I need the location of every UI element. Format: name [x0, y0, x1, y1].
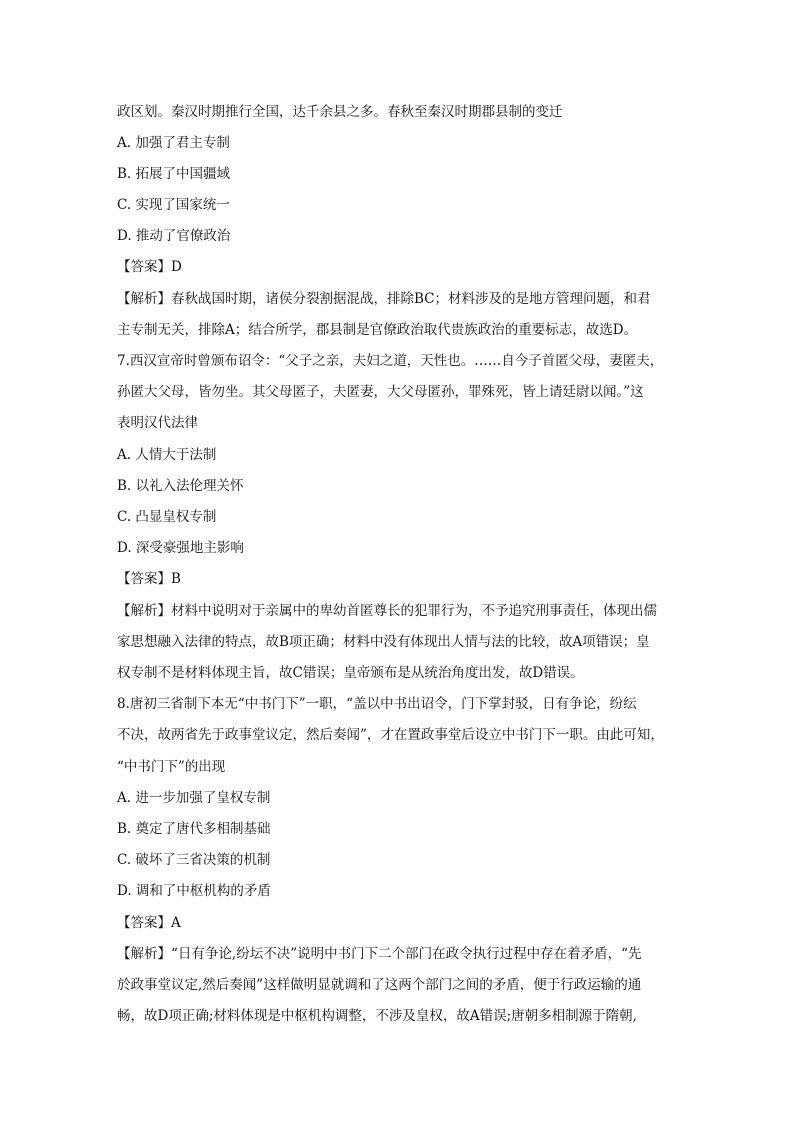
q7-analysis-line: 【解析】材料中说明对于亲属中的卑幼首匿尊长的犯罪行为，不予追究刑事责任，体现出儒: [117, 603, 657, 619]
q6-analysis-line: 【解析】春秋战国时期，诸侯分裂割据混战，排除BC；材料涉及的是地方管理问题，和君: [117, 291, 651, 307]
q8-analysis-line: 【解析】“日有争论,纷坛不决”说明中书门下二个部门在政令执行过程中存在着矛盾，“先: [117, 946, 642, 962]
q7-option-d: D. 深受豪强地主影响: [117, 540, 244, 556]
q8-option-d: D. 调和了中枢机构的矛盾: [117, 883, 271, 899]
q7-stem-line: 7.西汉宣帝时曾颁布诏令：“父子之亲，夫妇之道，天性也。……自今子首匿父母，妻匿夫，: [117, 353, 664, 369]
q8-stem-line: 8.唐初三省制下本无“中书门下”一职，“盖以中书出诏令，门下掌封驳，日有争论，纷纭: [117, 696, 637, 712]
q7-option-b: B. 以礼入法伦理关怀: [117, 478, 244, 494]
intro-line: 政区划。秦汉时期推行全国，达千余县之多。春秋至秦汉时期郡县制的变迁: [117, 104, 563, 120]
q8-option-b: B. 奠定了唐代多相制基础: [117, 821, 271, 837]
q8-stem-line: “中书门下”的出现: [117, 759, 226, 775]
q8-stem-line: 不决，故两省先于政事堂议定，然后奏闻”，才在置政事堂后设立中书门下一职。由此可知，: [117, 727, 664, 743]
q7-option-c: C. 凸显皇权专制: [117, 509, 217, 525]
q6-option-a: A. 加强了君主专制: [117, 135, 230, 151]
q6-option-b: B. 拓展了中国疆域: [117, 166, 231, 182]
q6-analysis-line: 主专制无关，排除A；结合所学，郡县制是官僚政治取代贵族政治的重要标志，故选D。: [117, 322, 638, 338]
q7-analysis-line: 权专制不是材料体现主旨，故C错误；皇帝颁布是从统治角度出发，故D错误。: [117, 665, 584, 681]
q8-analysis-line: 於政事堂议定,然后奏闻”这样做明显就调和了这两个部门之间的矛盾，便于行政运输的通: [117, 977, 642, 993]
q7-option-a: A. 人情大于法制: [117, 447, 217, 463]
q6-option-c: C. 实现了国家统一: [117, 197, 230, 213]
q6-option-d: D. 推动了官僚政治: [117, 228, 231, 244]
q7-stem-line: 孙匿大父母，皆勿坐。其父母匿子，夫匿妻，大父母匿孙，罪殊死，皆上请廷尉以闻。”这: [117, 384, 644, 400]
q8-option-c: C. 破坏了三省决策的机制: [117, 852, 271, 868]
q8-answer: 【答案】A: [117, 915, 181, 931]
q7-answer: 【答案】B: [117, 571, 181, 587]
q8-analysis-line: 畅，故D项正确;材料体现是中枢机构调整，不涉及皇权，故A错误;唐朝多相制源于隋朝,: [117, 1008, 637, 1024]
q6-answer: 【答案】D: [117, 259, 182, 275]
q7-stem-line: 表明汉代法律: [117, 415, 198, 431]
q8-option-a: A. 进一步加强了皇权专制: [117, 790, 271, 806]
q7-analysis-line: 家思想融入法律的特点，故B项正确；材料中没有体现出人情与法的比较，故A项错误；皇: [117, 634, 650, 650]
